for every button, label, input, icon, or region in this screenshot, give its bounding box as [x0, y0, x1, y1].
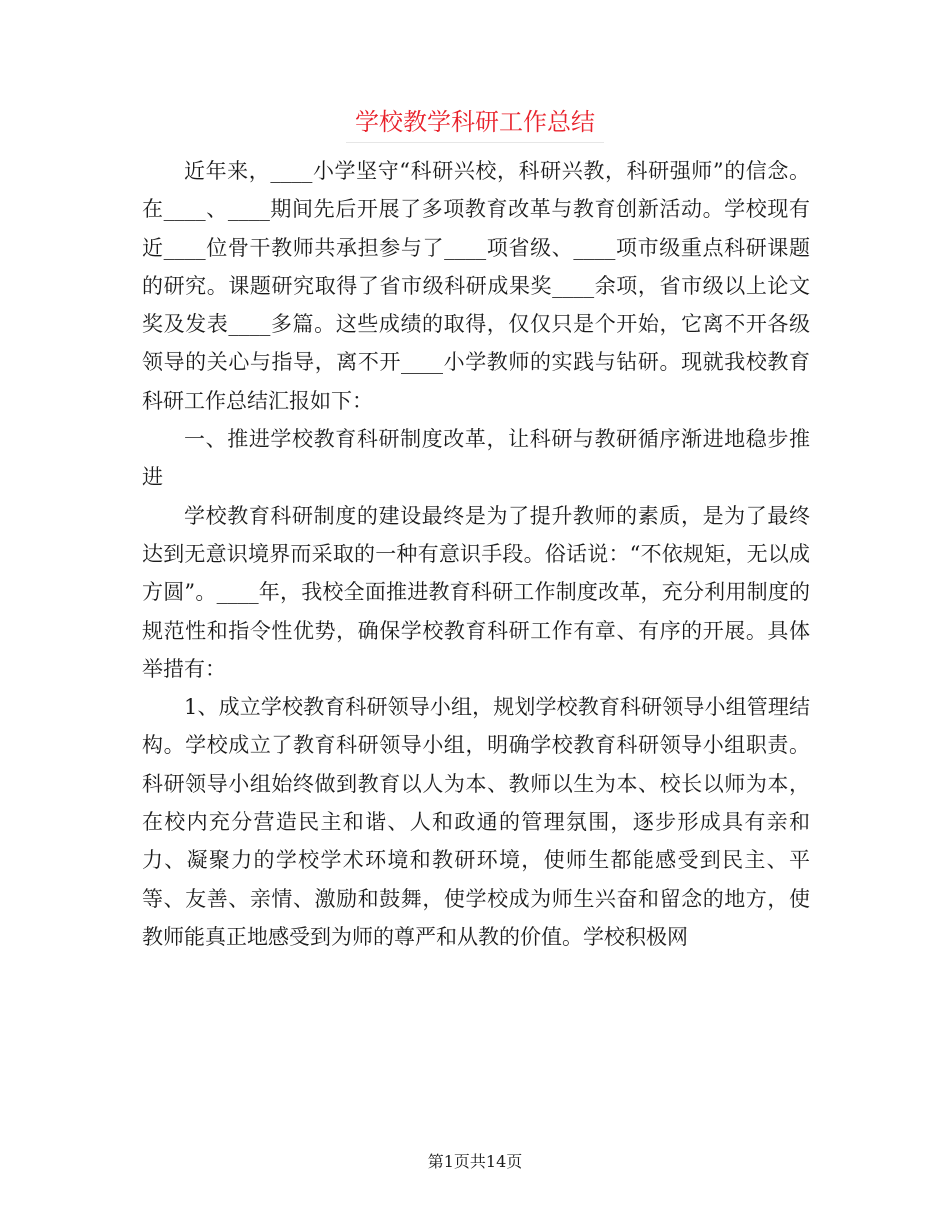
page-number-footer: 第1页共14页 [427, 1152, 523, 1171]
title-underline [346, 142, 604, 143]
paragraph-item-1: 1、成立学校教育科研领导小组，规划学校教育科研领导小组管理结构。学校成立了教育科研领导小组，明确学校教育科研领导小组职责。科研领导小组始终做到教育以人为本、教师以生为本、校长以师为本，在校内充分营造民主和谐、人和政通的管理氛围，逐步形成具有亲和力、凝聚力的学校学术环境和教研环境，使师生都能感受到民主、平等、友善、亲情、激励和鼓舞，使学校成为师生兴奋和留念的地方，使教师能真正地感受到为师的尊严和从教的价值。学校积极网 [142, 695, 810, 949]
paragraph-system-reform: 学校教育科研制度的建设最终是为了提升教师的素质，是为了最终达到无意识境界而采取的一种有意识手段。俗话说：“不依规矩，无以成方圆”。____年，我校全面推进教育科研工作制度改革，充分利用制度的规范性和指令性优势，确保学校教育科研工作有章、有序的开展。具体举措有： [142, 503, 810, 681]
document-body [142, 152, 810, 956]
section-heading-1: 一、推进学校教育科研制度改革，让科研与教研循序渐进地稳步推进 [142, 427, 810, 490]
document-title: 学校教学科研工作总结 [355, 108, 595, 136]
paragraph-intro: 近年来，____小学坚守“科研兴校，科研兴教，科研强师”的信念。在____、____期间先后开展了多项教育改革与教育创新活动。学校现有近____位骨干教师共承担参与了____项省级、____项市级重点科研课题的研究。课题研究取得了省市级科研成果奖____余项，省市级以上论文奖及发表____多篇。这些成绩的取得，仅仅只是个开始，它离不开各级领导的关心与指导，离不开____小学教师的实践与钻研。现就我校教育科研工作总结汇报如下： [142, 159, 810, 413]
